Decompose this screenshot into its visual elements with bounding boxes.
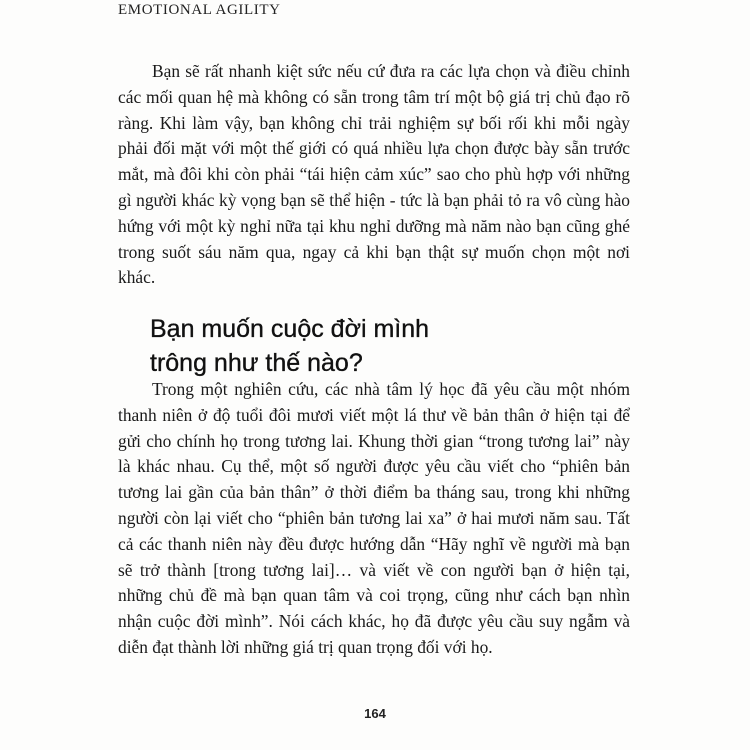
section-heading-line-2: trông như thế nào? xyxy=(150,349,363,377)
page-number: 164 xyxy=(364,706,386,721)
section-heading-line-1: Bạn muốn cuộc đời mình xyxy=(150,315,430,343)
section-heading xyxy=(150,312,570,380)
body-paragraph-1: Bạn sẽ rất nhanh kiệt sức nếu cứ đưa ra các lựa chọn và điều chỉnh các mối quan hệ mà không có sẵn trong tâm trí một bộ giá trị chủ đạo rõ ràng. Khi làm vậy, bạn không chỉ trải nghiệm sự bối rối khi mỗi ngày phải đối mặt với một thế giới có quá nhiều lựa chọn được bày sẵn trước mắt, mà đôi khi còn phải “tái hiện cảm xúc” sao cho phù hợp với những gì người khác kỳ vọng bạn sẽ thể hiện - tức là bạn phải tỏ ra vô cùng hào hứng với một kỳ nghỉ nữa tại khu nghỉ dưỡng mà năm nào bạn cũng ghé trong suốt sáu năm qua, ngay cả khi bạn thật sự muốn chọn một nơi khác. xyxy=(118,61,630,288)
running-head: EMOTIONAL AGILITY xyxy=(118,2,281,18)
body-paragraph-2: Trong một nghiên cứu, các nhà tâm lý học đã yêu cầu một nhóm thanh niên ở độ tuổi đôi mươi viết một lá thư về bản thân ở hiện tại để gửi cho chính họ trong tương lai. Khung thời gian “trong tương lai” này là khác nhau. Cụ thể, một số người được yêu cầu viết cho “phiên bản tương lai gần của bản thân” ở thời điểm ba tháng sau, trong khi những người còn lại viết cho “phiên bản tương lai xa” ở hai mươi năm sau. Tất cả các thanh niên này đều được hướng dẫn “Hãy nghĩ về người mà bạn sẽ trở thành [trong tương lai]… và viết về con người bạn ở hiện tại, những chủ đề mà bạn quan tâm và coi trọng, cũng như cách bạn nhìn nhận cuộc đời mình”. Nói cách khác, họ đã được yêu cầu suy ngẫm và diễn đạt thành lời những giá trị quan trọng đối với họ. xyxy=(118,379,630,657)
